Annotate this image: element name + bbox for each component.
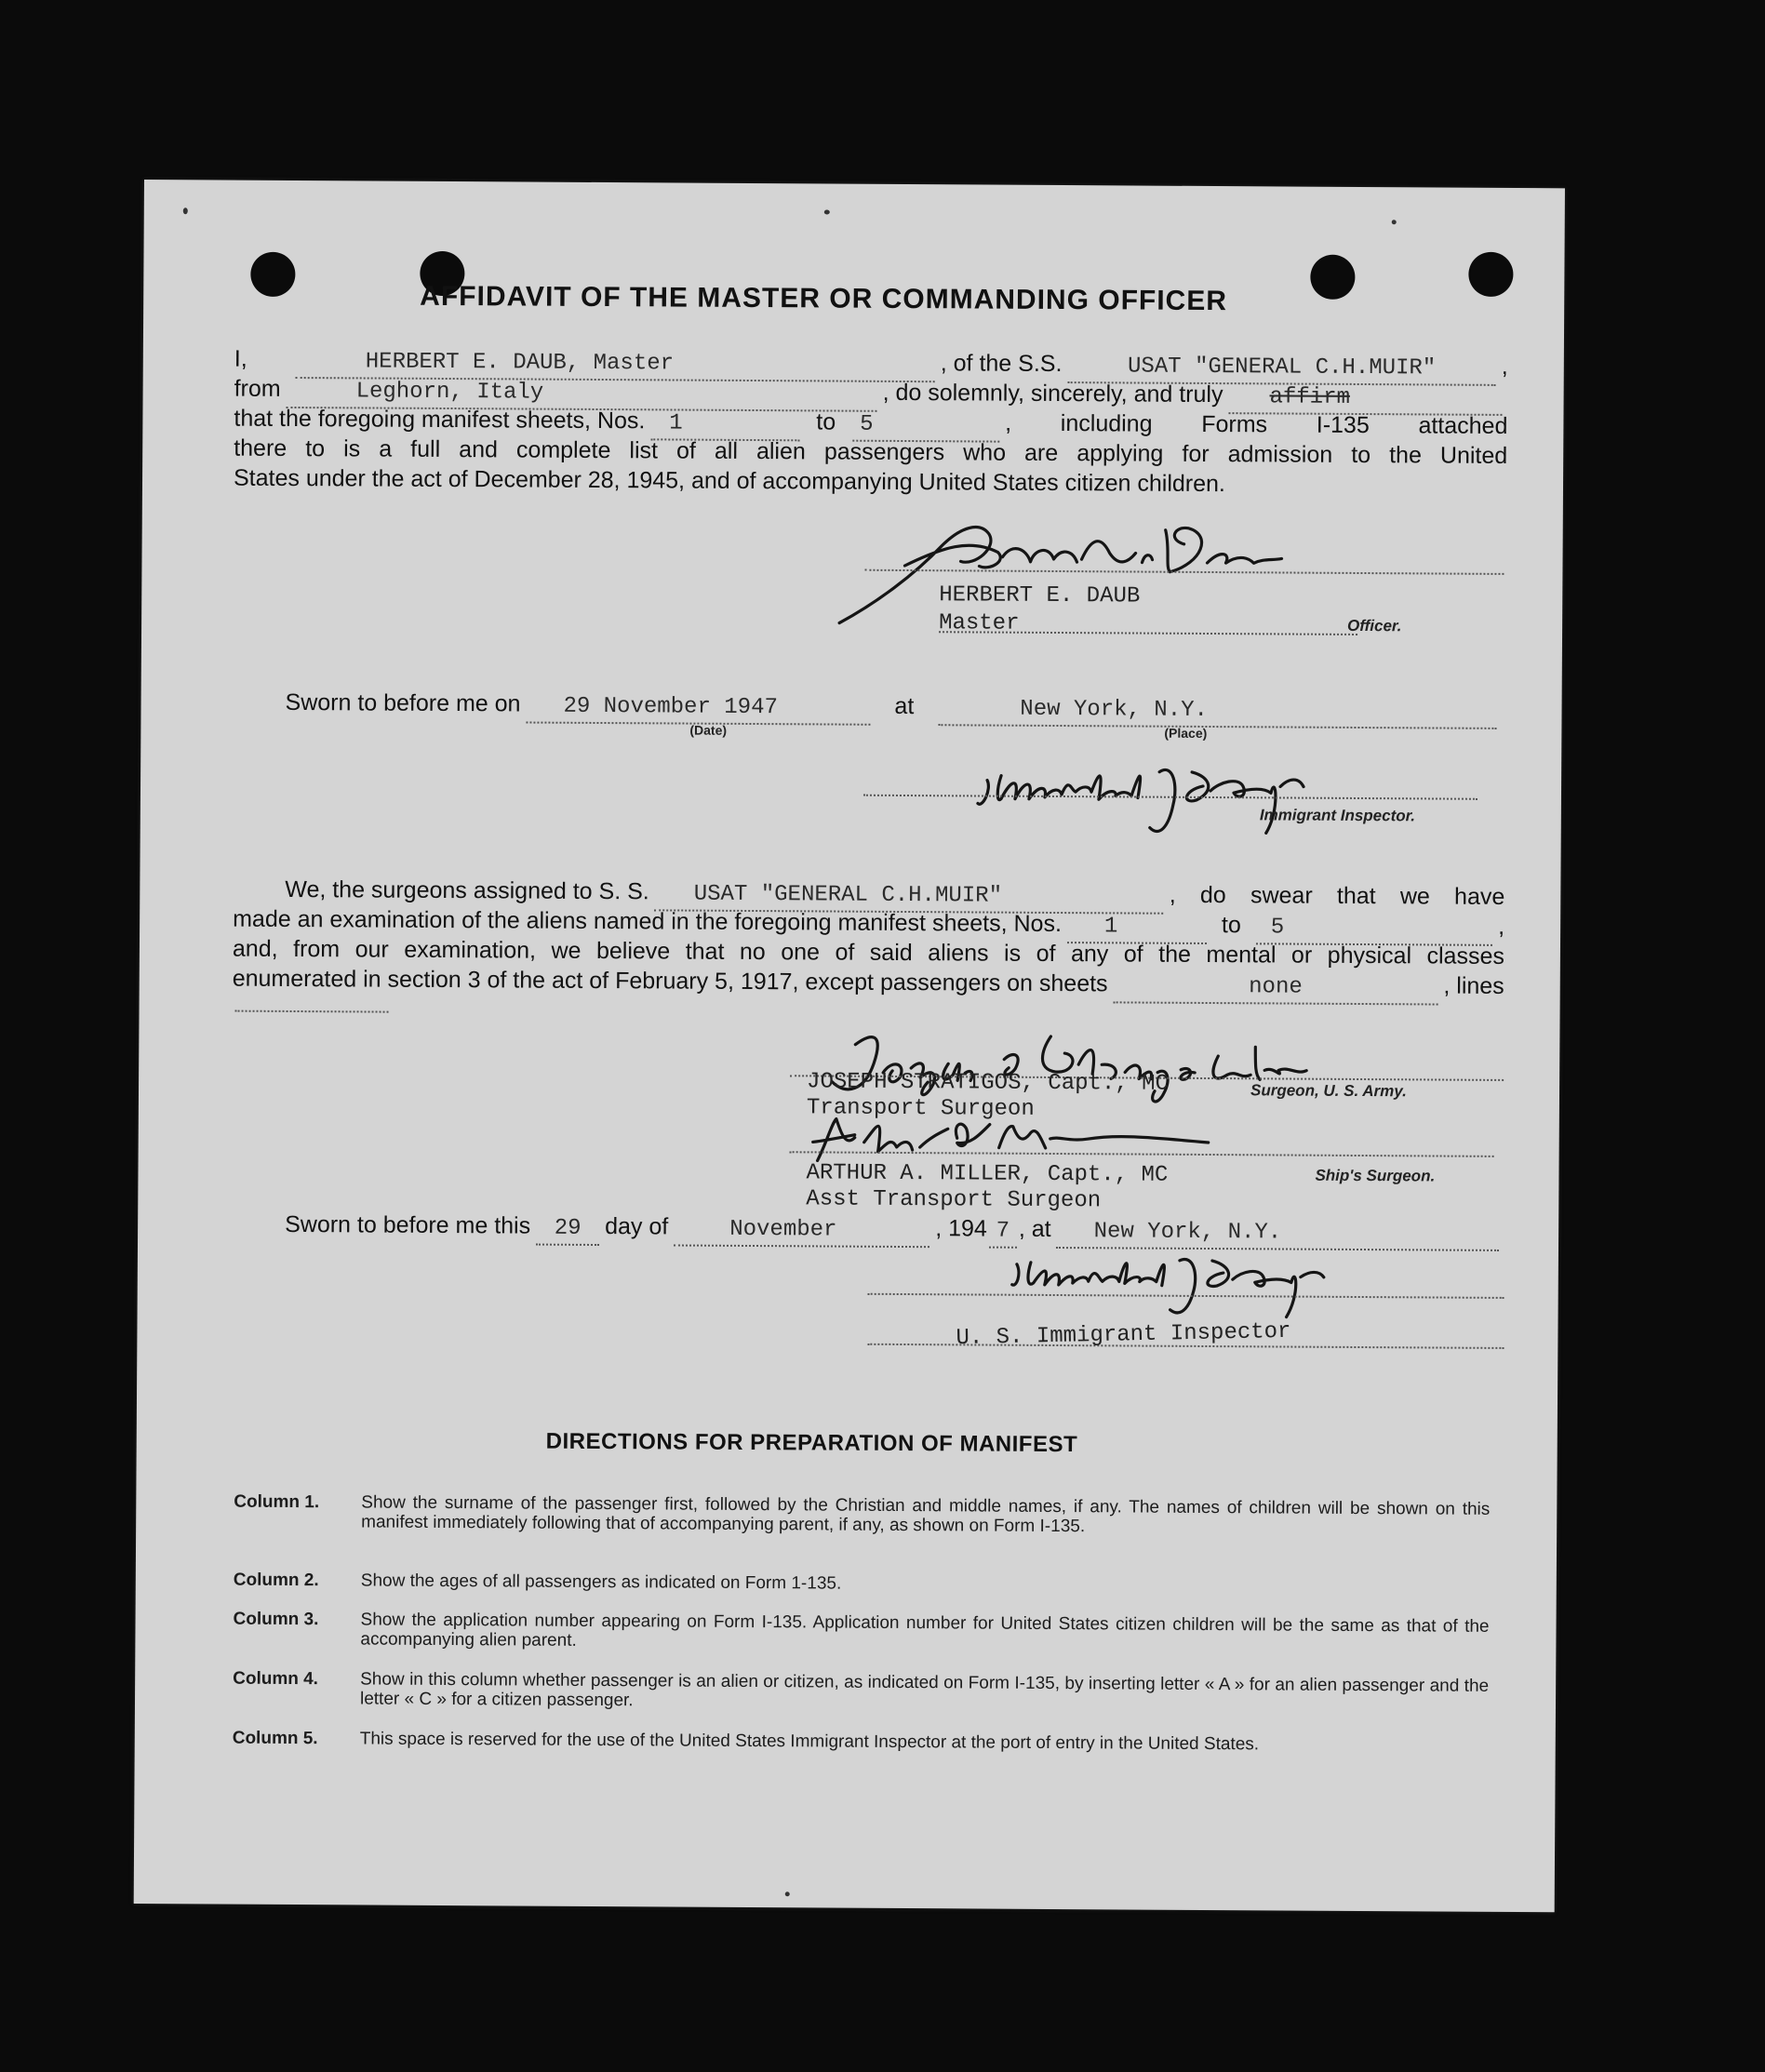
column-1-label: Column 1. <box>234 1491 320 1513</box>
punch-hole-4 <box>1468 252 1513 297</box>
surgeon-2-name: ARTHUR A. MILLER, Capt., MC <box>806 1160 1169 1188</box>
inspector-title: U. S. Immigrant Inspector <box>956 1318 1291 1352</box>
surgeons-to-label: to <box>1221 912 1241 939</box>
surgeons-swear: , do swear that we have <box>1169 881 1505 910</box>
surgeons-sheet-from-field: 1 <box>1067 913 1207 944</box>
manifest-text-2: , including Forms I-135 attached <box>1005 409 1508 439</box>
surgeons-line-4 <box>233 966 1504 1006</box>
surgeons-prefix: We, the surgeons assigned to S. S. <box>285 876 649 905</box>
sheets-except-field: none <box>1113 972 1437 1005</box>
surgeon-1-name: JOSEPH STRATIGOS, Capt., MC <box>807 1069 1170 1097</box>
surgeon-2-caption: Ship's Surgeon. <box>1315 1166 1436 1185</box>
sworn-day-field: 29 <box>536 1215 599 1246</box>
column-1-text: Show the surname of the passenger first, followed by the Christian and middle names, if any. The names of children will be shown on this manifest immediately following that of accompanying parent, if any, as shown on Form I-135. <box>361 1492 1491 1537</box>
at-label-2: , at <box>1018 1215 1051 1242</box>
date-label: (Date) <box>689 722 728 738</box>
officer-title: Master <box>939 610 1020 636</box>
i-label: I, <box>234 345 247 372</box>
column-3-text: Show the application number appearing on Form I-135. Application number for United States citizen children will be the same as that of the accompanying alien parent. <box>360 1610 1490 1651</box>
sworn-prefix: Sworn to before me on <box>285 688 521 717</box>
surgeons-ship-field: USAT "GENERAL C.H.MUIR" <box>655 880 1164 914</box>
column-5-text: This space is reserved for the use of the United States Immigrant Inspector at the port of entry in the United States. <box>359 1729 1260 1755</box>
surgeon-2-title: Asst Transport Surgeon <box>806 1186 1102 1214</box>
sworn-date-field: 29 November 1947 <box>526 693 870 726</box>
master-name-field: HERBERT E. DAUB, Master <box>296 348 935 382</box>
inspector-caption-1: Immigrant Inspector. <box>1259 806 1416 825</box>
surgeons-sheet-to-field: 5 <box>1256 914 1493 946</box>
comma: , <box>1498 913 1505 940</box>
sworn-line-1 <box>285 689 1502 729</box>
from-place-field: Leghorn, Italy <box>287 378 877 412</box>
place-label: (Place) <box>1164 725 1208 741</box>
column-5-direction <box>233 1729 1489 1756</box>
directions-title: DIRECTIONS FOR PREPARATION OF MANIFEST <box>545 1428 1078 1458</box>
paragraph-line-3: States under the act of December 28, 1945, and of accompanying United States citizen children. <box>233 464 1226 498</box>
punch-hole-3 <box>1310 255 1355 300</box>
surgeons-line-4-text: enumerated in section 3 of the act of February 5, 1917, except passengers on sheets <box>232 965 1108 997</box>
column-3-direction <box>233 1610 1489 1656</box>
of-the-ss-label: , of the S.S. <box>940 350 1063 378</box>
column-5-label: Column 5. <box>232 1728 318 1749</box>
affidavit-document <box>134 180 1565 1912</box>
sworn-2-prefix: Sworn to before me this <box>285 1210 531 1239</box>
ink-speck <box>824 209 830 214</box>
comma: , <box>1501 353 1508 380</box>
column-2-direction <box>234 1571 1490 1597</box>
manifest-text: that the foregoing manifest sheets, Nos. <box>234 405 646 434</box>
punch-hole-1 <box>250 252 295 297</box>
ship-name-field: USAT "GENERAL C.H.MUIR" <box>1067 353 1496 386</box>
sworn-2-place-field: New York, N.Y. <box>1056 1218 1499 1251</box>
affirm-field: affirm <box>1228 383 1502 416</box>
from-label: from <box>234 375 281 402</box>
to-label: to <box>816 408 836 435</box>
sworn-place-field: New York, N.Y. <box>938 695 1496 729</box>
ink-speck <box>183 207 188 214</box>
solemnly-text: , do solemnly, sincerely, and truly <box>882 379 1223 408</box>
ink-speck <box>1392 220 1397 224</box>
column-4-direction <box>233 1669 1489 1716</box>
lines-label: , lines <box>1443 972 1504 999</box>
surgeon-1-caption: Surgeon, U. S. Army. <box>1250 1081 1407 1101</box>
affidavit-line-5 <box>234 465 1507 500</box>
column-4-label: Column 4. <box>233 1668 319 1690</box>
column-3-label: Column 3. <box>233 1609 319 1630</box>
paragraph-line-2: there to is a full and complete list of all alien passengers who are applying for admission to the United <box>234 434 1508 469</box>
surgeons-line-2-text: made an examination of the aliens named in the foregoing manifest sheets, Nos. <box>233 905 1063 938</box>
column-4-text: Show in this column whether passenger is an alien or citizen, as indicated on Form I-135, by inserting letter « A » for an alien passenger and the letter « C » for a citizen passenger. <box>359 1669 1490 1711</box>
sheet-to-field: 5 <box>852 411 999 443</box>
column-2-text: Show the ages of all passengers as indicated on Form 1-135. <box>360 1571 842 1594</box>
officer-caption: Officer. <box>1347 616 1402 635</box>
year-digit-field: 7 <box>989 1218 1017 1249</box>
ink-speck <box>785 1892 790 1896</box>
column-2-label: Column 2. <box>233 1570 319 1591</box>
lines-field <box>235 1010 389 1013</box>
at-label: at <box>894 692 915 720</box>
officer-name: HERBERT E. DAUB <box>939 582 1141 609</box>
sheet-from-field: 1 <box>650 409 799 441</box>
column-1-direction <box>234 1492 1490 1539</box>
affidavit-title: AFFIDAVIT OF THE MASTER OR COMMANDING OFFICER <box>420 280 1228 317</box>
sworn-month-field: November <box>674 1215 929 1248</box>
surgeon-1-title: Transport Surgeon <box>806 1095 1035 1122</box>
day-of-label: day of <box>605 1213 669 1240</box>
year-prefix: , 194 <box>935 1215 987 1242</box>
inspector-signature-2 <box>998 1237 1353 1322</box>
surgeons-line-3-text: and, from our examination, we believe that no one of said aliens is of any of the mental or physical classes <box>232 935 1505 969</box>
